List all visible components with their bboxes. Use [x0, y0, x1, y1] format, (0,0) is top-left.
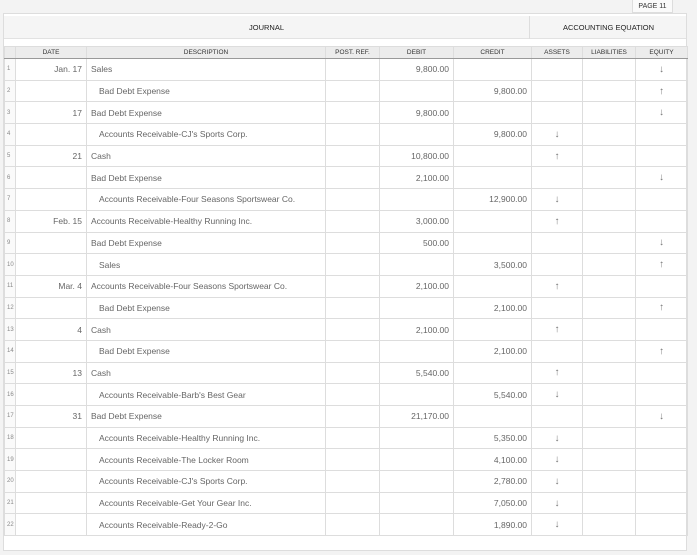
header-liabilities: LIABILITIES: [583, 47, 636, 59]
description-cell[interactable]: Accounts Receivable-Four Seasons Sportswear Co.: [87, 189, 326, 211]
row-number: 16: [5, 384, 16, 406]
table-row: [5, 232, 688, 254]
date-cell[interactable]: [16, 492, 87, 514]
debit-cell[interactable]: [380, 514, 454, 536]
description-cell[interactable]: Accounts Receivable-CJ's Sports Corp.: [87, 471, 326, 493]
table-row: [5, 340, 688, 362]
liabilities-cell[interactable]: [583, 124, 636, 146]
liabilities-cell[interactable]: [583, 167, 636, 189]
row-number: 1: [5, 59, 16, 81]
description-cell[interactable]: Bad Debt Expense: [87, 102, 326, 124]
debit-cell[interactable]: [380, 384, 454, 406]
table-row: [5, 319, 688, 341]
equity-cell[interactable]: [636, 275, 688, 297]
row-number: 22: [5, 514, 16, 536]
assets-cell[interactable]: [532, 102, 583, 124]
date-cell[interactable]: [16, 471, 87, 493]
date-cell[interactable]: 21: [16, 145, 87, 167]
assets-cell[interactable]: ↓: [532, 449, 583, 471]
table-row: [5, 102, 688, 124]
description-cell[interactable]: Accounts Receivable-Healthy Running Inc.: [87, 427, 326, 449]
row-number: 5: [5, 145, 16, 167]
credit-cell[interactable]: 4,100.00: [454, 449, 532, 471]
liabilities-cell[interactable]: [583, 427, 636, 449]
date-cell[interactable]: 4: [16, 319, 87, 341]
header-date: DATE: [16, 47, 87, 59]
liabilities-cell[interactable]: [583, 449, 636, 471]
assets-cell[interactable]: [532, 80, 583, 102]
assets-cell[interactable]: [532, 167, 583, 189]
debit-cell[interactable]: [380, 254, 454, 276]
row-number: 11: [5, 275, 16, 297]
equity-cell[interactable]: ↓: [636, 406, 688, 428]
assets-cell[interactable]: ↑: [532, 210, 583, 232]
credit-cell[interactable]: [454, 319, 532, 341]
post-ref-cell[interactable]: [326, 102, 380, 124]
debit-cell[interactable]: 9,800.00: [380, 59, 454, 81]
description-cell[interactable]: Bad Debt Expense: [87, 297, 326, 319]
equity-cell[interactable]: [636, 384, 688, 406]
credit-cell[interactable]: [454, 145, 532, 167]
description-cell[interactable]: Accounts Receivable-The Locker Room: [87, 449, 326, 471]
equity-cell[interactable]: [636, 427, 688, 449]
date-cell[interactable]: [16, 167, 87, 189]
post-ref-cell[interactable]: [326, 406, 380, 428]
liabilities-cell[interactable]: [583, 102, 636, 124]
assets-cell[interactable]: [532, 297, 583, 319]
description-cell[interactable]: Bad Debt Expense: [87, 340, 326, 362]
equity-cell[interactable]: ↑: [636, 254, 688, 276]
header-row-number: [5, 47, 16, 59]
liabilities-cell[interactable]: [583, 297, 636, 319]
post-ref-cell[interactable]: [326, 59, 380, 81]
table-row: [5, 384, 688, 406]
debit-cell[interactable]: 3,000.00: [380, 210, 454, 232]
table-row: [5, 145, 688, 167]
table-row: [5, 406, 688, 428]
header-assets: ASSETS: [532, 47, 583, 59]
credit-cell[interactable]: [454, 406, 532, 428]
post-ref-cell[interactable]: [326, 340, 380, 362]
debit-cell[interactable]: 2,100.00: [380, 275, 454, 297]
post-ref-cell[interactable]: [326, 124, 380, 146]
debit-cell[interactable]: [380, 427, 454, 449]
row-number: 7: [5, 189, 16, 211]
assets-cell[interactable]: ↓: [532, 189, 583, 211]
credit-cell[interactable]: [454, 167, 532, 189]
post-ref-cell[interactable]: [326, 471, 380, 493]
post-ref-cell[interactable]: [326, 189, 380, 211]
date-cell[interactable]: [16, 189, 87, 211]
row-number: 9: [5, 232, 16, 254]
equity-cell[interactable]: [636, 492, 688, 514]
date-cell[interactable]: [16, 427, 87, 449]
equity-cell[interactable]: [636, 471, 688, 493]
post-ref-cell[interactable]: [326, 254, 380, 276]
credit-cell[interactable]: 9,800.00: [454, 80, 532, 102]
credit-cell[interactable]: [454, 210, 532, 232]
header-debit: DEBIT: [380, 47, 454, 59]
equity-cell[interactable]: [636, 124, 688, 146]
table-row: [5, 59, 688, 81]
equity-cell[interactable]: ↓: [636, 167, 688, 189]
debit-cell[interactable]: [380, 471, 454, 493]
description-cell[interactable]: Bad Debt Expense: [87, 80, 326, 102]
description-cell[interactable]: Cash: [87, 319, 326, 341]
header-post-ref: POST. REF.: [326, 47, 380, 59]
assets-cell[interactable]: ↑: [532, 319, 583, 341]
liabilities-cell[interactable]: [583, 275, 636, 297]
description-cell[interactable]: Accounts Receivable-CJ's Sports Corp.: [87, 124, 326, 146]
title-bar: [4, 16, 686, 39]
liabilities-cell[interactable]: [583, 145, 636, 167]
date-cell[interactable]: [16, 124, 87, 146]
debit-cell[interactable]: 500.00: [380, 232, 454, 254]
row-number: 21: [5, 492, 16, 514]
assets-cell[interactable]: ↓: [532, 514, 583, 536]
row-number: 15: [5, 362, 16, 384]
equity-cell[interactable]: [636, 449, 688, 471]
description-cell[interactable]: Bad Debt Expense: [87, 406, 326, 428]
debit-cell[interactable]: 2,100.00: [380, 319, 454, 341]
liabilities-cell[interactable]: [583, 362, 636, 384]
description-cell[interactable]: Accounts Receivable-Four Seasons Sportswear Co.: [87, 275, 326, 297]
row-number: 4: [5, 124, 16, 146]
date-cell[interactable]: [16, 297, 87, 319]
liabilities-cell[interactable]: [583, 471, 636, 493]
post-ref-cell[interactable]: [326, 514, 380, 536]
equity-cell[interactable]: [636, 189, 688, 211]
assets-cell[interactable]: ↓: [532, 471, 583, 493]
table-row: [5, 427, 688, 449]
equity-cell[interactable]: [636, 319, 688, 341]
table-row: [5, 210, 688, 232]
description-cell[interactable]: Bad Debt Expense: [87, 232, 326, 254]
post-ref-cell[interactable]: [326, 449, 380, 471]
table-row: [5, 492, 688, 514]
post-ref-cell[interactable]: [326, 232, 380, 254]
debit-cell[interactable]: [380, 297, 454, 319]
assets-cell[interactable]: [532, 406, 583, 428]
assets-cell[interactable]: ↓: [532, 384, 583, 406]
liabilities-cell[interactable]: [583, 340, 636, 362]
description-cell[interactable]: Accounts Receivable-Ready-2-Go: [87, 514, 326, 536]
liabilities-cell[interactable]: [583, 210, 636, 232]
debit-cell[interactable]: [380, 492, 454, 514]
date-cell[interactable]: [16, 384, 87, 406]
row-number: 12: [5, 297, 16, 319]
liabilities-cell[interactable]: [583, 384, 636, 406]
liabilities-cell[interactable]: [583, 406, 636, 428]
table-row: [5, 124, 688, 146]
table-row: [5, 449, 688, 471]
credit-cell[interactable]: [454, 275, 532, 297]
post-ref-cell[interactable]: [326, 362, 380, 384]
credit-cell[interactable]: 7,050.00: [454, 492, 532, 514]
date-cell[interactable]: [16, 514, 87, 536]
credit-cell[interactable]: 2,100.00: [454, 297, 532, 319]
table-row: [5, 189, 688, 211]
assets-cell[interactable]: [532, 59, 583, 81]
equity-cell[interactable]: [636, 362, 688, 384]
date-cell[interactable]: Feb. 15: [16, 210, 87, 232]
debit-cell[interactable]: 2,100.00: [380, 167, 454, 189]
description-cell[interactable]: Bad Debt Expense: [87, 167, 326, 189]
row-number: 2: [5, 80, 16, 102]
date-cell[interactable]: [16, 254, 87, 276]
post-ref-cell[interactable]: [326, 297, 380, 319]
row-number: 13: [5, 319, 16, 341]
liabilities-cell[interactable]: [583, 189, 636, 211]
table-row: [5, 254, 688, 276]
row-number: 6: [5, 167, 16, 189]
description-cell[interactable]: Cash: [87, 145, 326, 167]
debit-cell[interactable]: 10,800.00: [380, 145, 454, 167]
journal-table: [4, 46, 688, 536]
credit-cell[interactable]: 9,800.00: [454, 124, 532, 146]
header-equity: EQUITY: [636, 47, 688, 59]
credit-cell[interactable]: [454, 232, 532, 254]
credit-cell[interactable]: 2,100.00: [454, 340, 532, 362]
journal-title: JOURNAL: [4, 16, 530, 39]
credit-cell[interactable]: [454, 362, 532, 384]
credit-cell[interactable]: 1,890.00: [454, 514, 532, 536]
debit-cell[interactable]: 9,800.00: [380, 102, 454, 124]
assets-cell[interactable]: ↑: [532, 145, 583, 167]
table-row: [5, 362, 688, 384]
row-number: 3: [5, 102, 16, 124]
assets-cell[interactable]: [532, 254, 583, 276]
post-ref-cell[interactable]: [326, 384, 380, 406]
equity-cell[interactable]: ↓: [636, 59, 688, 81]
equity-cell[interactable]: [636, 210, 688, 232]
journal-panel: [3, 13, 687, 551]
liabilities-cell[interactable]: [583, 319, 636, 341]
liabilities-cell[interactable]: [583, 232, 636, 254]
post-ref-cell[interactable]: [326, 319, 380, 341]
header-description: DESCRIPTION: [87, 47, 326, 59]
description-cell[interactable]: Sales: [87, 254, 326, 276]
debit-cell[interactable]: [380, 80, 454, 102]
liabilities-cell[interactable]: [583, 514, 636, 536]
accounting-equation-title: ACCOUNTING EQUATION: [562, 23, 655, 32]
row-number: 8: [5, 210, 16, 232]
row-number: 18: [5, 427, 16, 449]
page-tab: PAGE 11: [632, 0, 673, 13]
table-row: [5, 297, 688, 319]
date-cell[interactable]: 13: [16, 362, 87, 384]
date-cell[interactable]: [16, 449, 87, 471]
credit-cell[interactable]: 5,540.00: [454, 384, 532, 406]
equity-cell[interactable]: [636, 145, 688, 167]
equity-cell[interactable]: ↓: [636, 102, 688, 124]
row-number: 19: [5, 449, 16, 471]
date-cell[interactable]: [16, 340, 87, 362]
liabilities-cell[interactable]: [583, 59, 636, 81]
equity-cell[interactable]: ↑: [636, 80, 688, 102]
table-row: [5, 275, 688, 297]
assets-cell[interactable]: [532, 232, 583, 254]
description-cell[interactable]: Sales: [87, 59, 326, 81]
table-row: [5, 471, 688, 493]
debit-cell[interactable]: 5,540.00: [380, 362, 454, 384]
date-cell[interactable]: Jan. 17: [16, 59, 87, 81]
description-cell[interactable]: Accounts Receivable-Get Your Gear Inc.: [87, 492, 326, 514]
assets-cell[interactable]: [532, 340, 583, 362]
debit-cell[interactable]: [380, 449, 454, 471]
equity-cell[interactable]: [636, 514, 688, 536]
post-ref-cell[interactable]: [326, 80, 380, 102]
row-number: 10: [5, 254, 16, 276]
equity-cell[interactable]: ↑: [636, 340, 688, 362]
row-number: 17: [5, 406, 16, 428]
date-cell[interactable]: 17: [16, 102, 87, 124]
credit-cell[interactable]: 3,500.00: [454, 254, 532, 276]
credit-cell[interactable]: [454, 59, 532, 81]
credit-cell[interactable]: 12,900.00: [454, 189, 532, 211]
date-cell[interactable]: Mar. 4: [16, 275, 87, 297]
date-cell[interactable]: [16, 232, 87, 254]
debit-cell[interactable]: [380, 340, 454, 362]
debit-cell[interactable]: [380, 124, 454, 146]
assets-cell[interactable]: ↑: [532, 275, 583, 297]
equity-cell[interactable]: ↓: [636, 232, 688, 254]
credit-cell[interactable]: 2,780.00: [454, 471, 532, 493]
header-credit: CREDIT: [454, 47, 532, 59]
assets-cell[interactable]: ↑: [532, 362, 583, 384]
post-ref-cell[interactable]: [326, 167, 380, 189]
credit-cell[interactable]: [454, 102, 532, 124]
description-cell[interactable]: Accounts Receivable-Barb's Best Gear: [87, 384, 326, 406]
debit-cell[interactable]: 21,170.00: [380, 406, 454, 428]
row-number: 14: [5, 340, 16, 362]
debit-cell[interactable]: [380, 189, 454, 211]
description-cell[interactable]: Accounts Receivable-Healthy Running Inc.: [87, 210, 326, 232]
table-row: [5, 80, 688, 102]
table-row: [5, 514, 688, 536]
assets-cell[interactable]: ↓: [532, 124, 583, 146]
liabilities-cell[interactable]: [583, 80, 636, 102]
credit-cell[interactable]: 5,350.00: [454, 427, 532, 449]
row-number: 20: [5, 471, 16, 493]
date-cell[interactable]: [16, 80, 87, 102]
liabilities-cell[interactable]: [583, 492, 636, 514]
liabilities-cell[interactable]: [583, 254, 636, 276]
description-cell[interactable]: Cash: [87, 362, 326, 384]
post-ref-cell[interactable]: [326, 492, 380, 514]
post-ref-cell[interactable]: [326, 145, 380, 167]
post-ref-cell[interactable]: [326, 275, 380, 297]
assets-cell[interactable]: ↓: [532, 492, 583, 514]
post-ref-cell[interactable]: [326, 210, 380, 232]
equity-cell[interactable]: ↑: [636, 297, 688, 319]
assets-cell[interactable]: ↓: [532, 427, 583, 449]
date-cell[interactable]: 31: [16, 406, 87, 428]
table-row: [5, 167, 688, 189]
post-ref-cell[interactable]: [326, 427, 380, 449]
